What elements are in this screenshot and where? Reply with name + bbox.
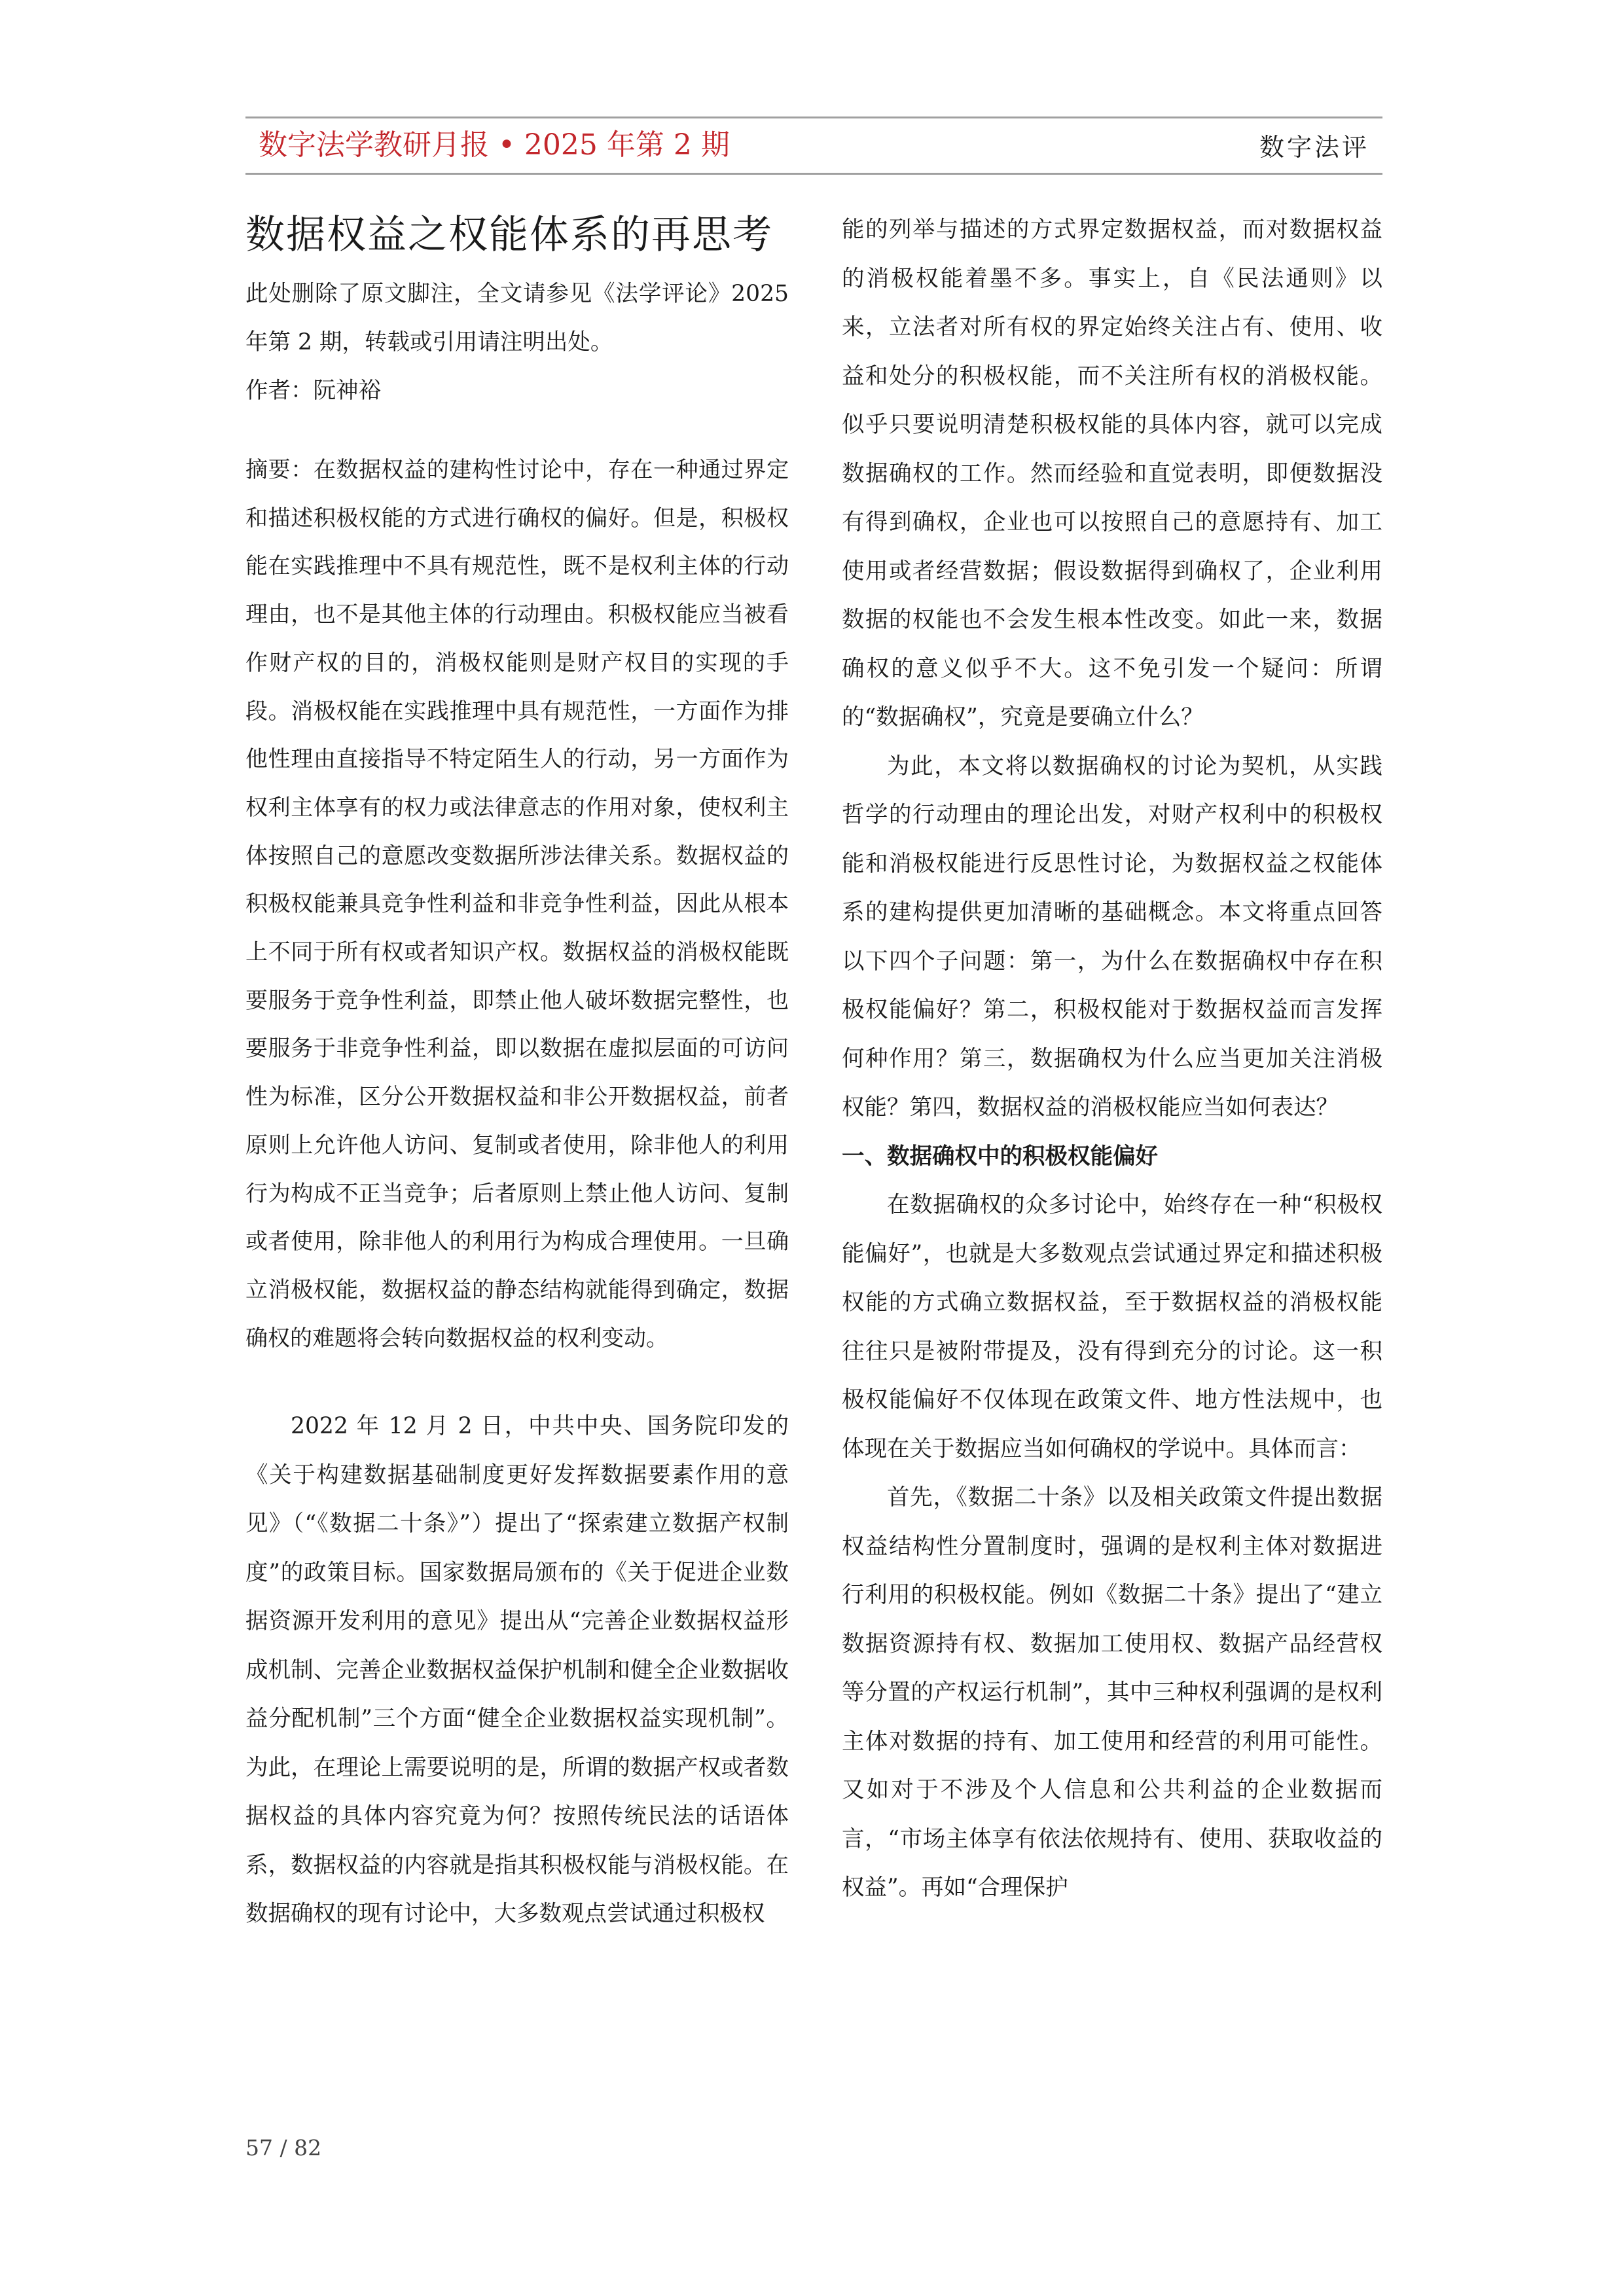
author-line: 作者：阮神裕 — [245, 378, 381, 404]
header-bottom-rule — [245, 173, 1382, 175]
header-top-rule — [245, 117, 1382, 118]
page-header — [245, 117, 1382, 175]
source-note: 此处删除了原文脚注，全文请参见《法学评论》2025年第 2 期，转载或引用请注明出处。 — [245, 281, 789, 355]
body-paragraph-4: 首先，《数据二十条》以及相关政策文件提出数据权益结构性分置制度时，强调的是权利主体对数据进行利用的积极权能。例如《数据二十条》提出了“建立数据资源持有权、数据加工使用权、数据产品经营权等分置的产权运行机制”，其中三种权利强调的是权利主体对数据的持有、加工使用和经营的利用可能性。又如对于不涉及个人信息和公共利益的企业数据而言，“市场主体享有依法依规持有、使用、获取收益的权益”。再如“合理保护 — [842, 1484, 1382, 1901]
left-column — [245, 206, 789, 1939]
body-paragraph-2: 为此，本文将以数据确权的讨论为契机，从实践哲学的行动理由的理论出发，对财产权利中的积极权能和消极权能进行反思性讨论，为数据权益之权能体系的建构提供更加清晰的基础概念。本文将重点回答以下四个子问题：第一，为什么在数据确权中存在积极权能偏好？第二，积极权能对于数据权益而言发挥何种作用？第三，数据确权为什么应当更加关注消极权能？第四，数据权益的消极权能应当如何表达？ — [842, 753, 1382, 1121]
body-paragraph-3: 在数据确权的众多讨论中，始终存在一种“积极权能偏好”，也就是大多数观点尝试通过界定和描述积极权能的方式确立数据权益，至于数据权益的消极权能往往只是被附带提及，没有得到充分的讨论。这一积极权能偏好不仅体现在政策文件、地方性法规中，也体现在关于数据应当如何确权的学说中。具体而言： — [842, 1192, 1382, 1462]
page-number: 57 / 82 — [245, 2135, 322, 2161]
journal-name: 数字法学教研月报 • 2025 年第 2 期 — [259, 128, 730, 162]
body-paragraph-1-continued: 能的列举与描述的方式界定数据权益，而对数据权益的消极权能着墨不多。事实上，自《民法通则》以来，立法者对所有权的界定始终关注占有、使用、收益和处分的积极权能，而不关注所有权的消极权能。似乎只要说明清楚积极权能的具体内容，就可以完成数据确权的工作。然而经验和直觉表明，即便数据没有得到确权，企业也可以按照自己的意愿持有、加工使用或者经营数据；假设数据得到确权了，企业利用数据的权能也不会发生根本性改变。如此一来，数据确权的意义似乎不大。这不免引发一个疑问：所谓的“数据确权”，究竟是要确立什么？ — [842, 217, 1382, 730]
article-title: 数据权益之权能体系的再思考 — [245, 212, 773, 258]
body-paragraph-1: 2022 年 12 月 2 日，中共中央、国务院印发的《关于构建数据基础制度更好发挥数据要素作用的意见》（“《数据二十条》”）提出了“探索建立数据产权制度”的政策目标。国家数据局颁布的《关于促进企业数据资源开发利用的意见》提出从“完善企业数据权益形成机制、完善企业数据权益保护机制和健全企业数据收益分配机制”三个方面“健全企业数据权益实现机制”。为此，在理论上需要说明的是，所谓的数据产权或者数据权益的具体内容究竟为何？按照传统民法的话语体系，数据权益的内容就是指其积极权能与消极权能。在数据确权的现有讨论中，大多数观点尝试通过积极权 — [245, 1413, 789, 1928]
abstract: 摘要：在数据权益的建构性讨论中，存在一种通过界定和描述积极权能的方式进行确权的偏好。但是，积极权能在实践推理中不具有规范性，既不是权利主体的行动理由，也不是其他主体的行动理由。积极权能应当被看作财产权的目的，消极权能则是财产权目的实现的手段。消极权能在实践推理中具有规范性，一方面作为排他性理由直接指导不特定陌生人的行动，另一方面作为权利主体享有的权力或法律意志的作用对象，使权利主体按照自己的意愿改变数据所涉法律关系。数据权益的积极权能兼具竞争性利益和非竞争性利益，因此从根本上不同于所有权或者知识产权。数据权益的消极权能既要服务于竞争性利益，即禁止他人破坏数据完整性，也要服务于非竞争性利益，即以数据在虚拟层面的可访问性为标准，区分公开数据权益和非公开数据权益，前者原则上允许他人访问、复制或者使用，除非他人的利用行为构成不正当竞争；后者原则上禁止他人访问、复制或者使用，除非他人的利用行为构成合理使用。一旦确立消极权能，数据权益的静态结构就能得到确定，数据确权的难题将会转向数据权益的权利变动。 — [245, 457, 789, 1352]
section-heading: 一、数据确权中的积极权能偏好 — [842, 1143, 1158, 1170]
right-column — [842, 206, 1382, 1912]
section-name: 数字法评 — [1259, 133, 1369, 162]
